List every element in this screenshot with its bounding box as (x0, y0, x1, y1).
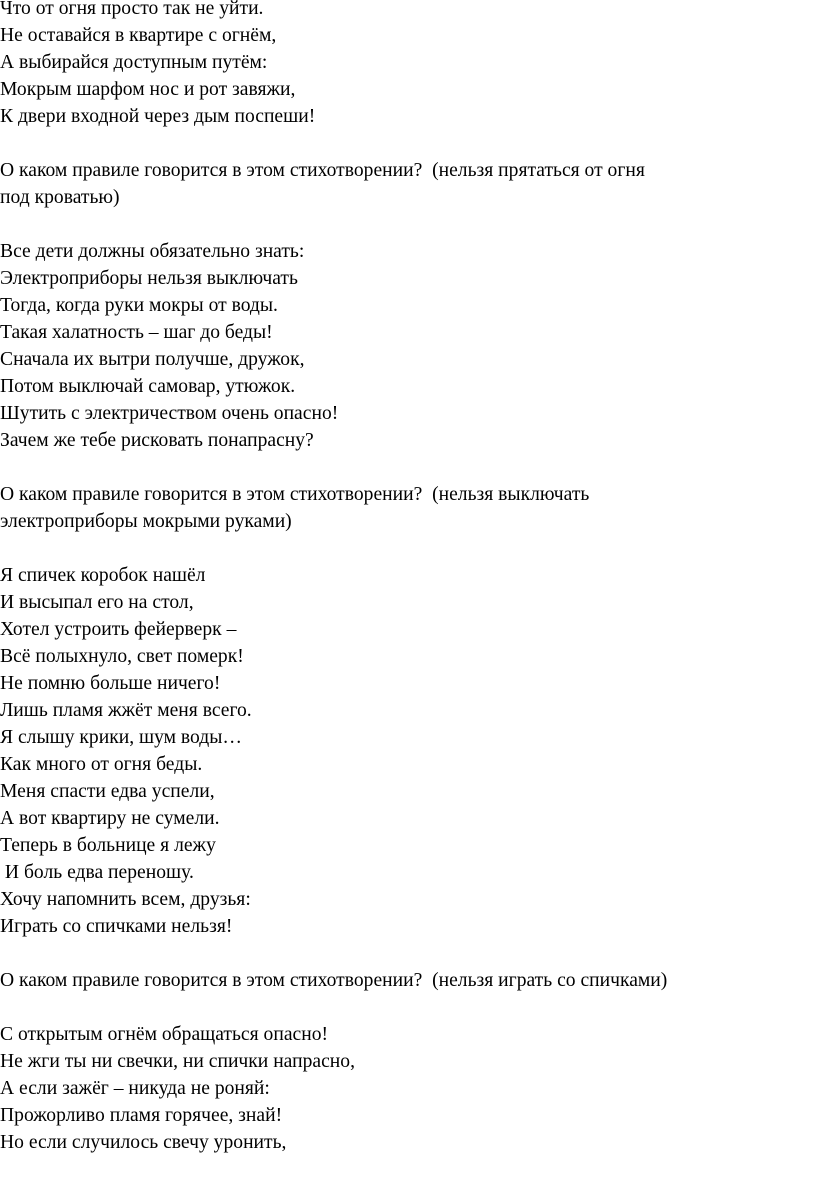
poem-line: Все дети должны обязательно знать: (0, 241, 305, 262)
poem-line: И высыпал его на стол, (0, 592, 194, 613)
poem-line: Играть со спичками нельзя! (0, 916, 233, 937)
poem-line: А если зажёг – никуда не роняй: (0, 1078, 270, 1099)
poem-line: Хочу напомнить всем, друзья: (0, 889, 251, 910)
poem-line: Меня спасти едва успели, (0, 781, 215, 802)
poem-line: К двери входной через дым поспеши! (0, 106, 316, 127)
question-line: О каком правиле говорится в этом стихотворении? (нельзя играть со спичками) (0, 970, 668, 991)
poem-3 (0, 562, 816, 940)
poem-line: Хотел устроить фейерверк – (0, 619, 237, 640)
question-line: О каком правиле говорится в этом стихотворении? (нельзя выключать (0, 484, 590, 505)
poem-line: А вот квартиру не сумели. (0, 808, 220, 829)
poem-line: С открытым огнём обращаться опасно! (0, 1024, 329, 1045)
question-line: под кроватью) (0, 187, 120, 208)
poem-line: Всё полыхнуло, свет померк! (0, 646, 244, 667)
poem-line: Тогда, когда руки мокры от воды. (0, 295, 278, 316)
poem-line: Как много от огня беды. (0, 754, 203, 775)
poem-line: Но если случилось свечу уронить, (0, 1132, 287, 1153)
poem-line: Теперь в больнице я лежу (0, 835, 216, 856)
poem-line: Не оставайся в квартире с огнём, (0, 25, 277, 46)
poem-2 (0, 238, 816, 454)
poem-line: Я спичек коробок нашёл (0, 565, 206, 586)
poem-line: Потом выключай самовар, утюжок. (0, 376, 296, 397)
poem-1 (0, 0, 816, 130)
poem-line: Такая халатность – шаг до беды! (0, 322, 273, 343)
question-3 (0, 967, 816, 994)
question-2 (0, 481, 816, 535)
poem-line: Что от огня просто так не уйти. (0, 0, 264, 19)
poem-line: Не жги ты ни свечки, ни спички напрасно, (0, 1051, 355, 1072)
poem-line: Мокрым шарфом нос и рот завяжи, (0, 79, 296, 100)
poem-line: Я слышу крики, шум воды… (0, 727, 242, 748)
poem-line: Лишь пламя жжёт меня всего. (0, 700, 252, 721)
poem-line: Электроприборы нельзя выключать (0, 268, 298, 289)
poem-4 (0, 1021, 816, 1156)
question-1 (0, 157, 816, 211)
poem-line: И боль едва переношу. (0, 862, 194, 883)
question-line: О каком правиле говорится в этом стихотворении? (нельзя прятаться от огня (0, 160, 645, 181)
poem-line: Не помню больше ничего! (0, 673, 221, 694)
poem-line: Зачем же тебе рисковать понапрасну? (0, 430, 314, 451)
poem-line: Прожорливо пламя горячее, знай! (0, 1105, 283, 1126)
question-line: электроприборы мокрыми руками) (0, 511, 292, 532)
poem-line: Сначала их вытри получше, дружок, (0, 349, 305, 370)
poem-line: Шутить с электричеством очень опасно! (0, 403, 339, 424)
poem-line: А выбирайся доступным путём: (0, 52, 268, 73)
